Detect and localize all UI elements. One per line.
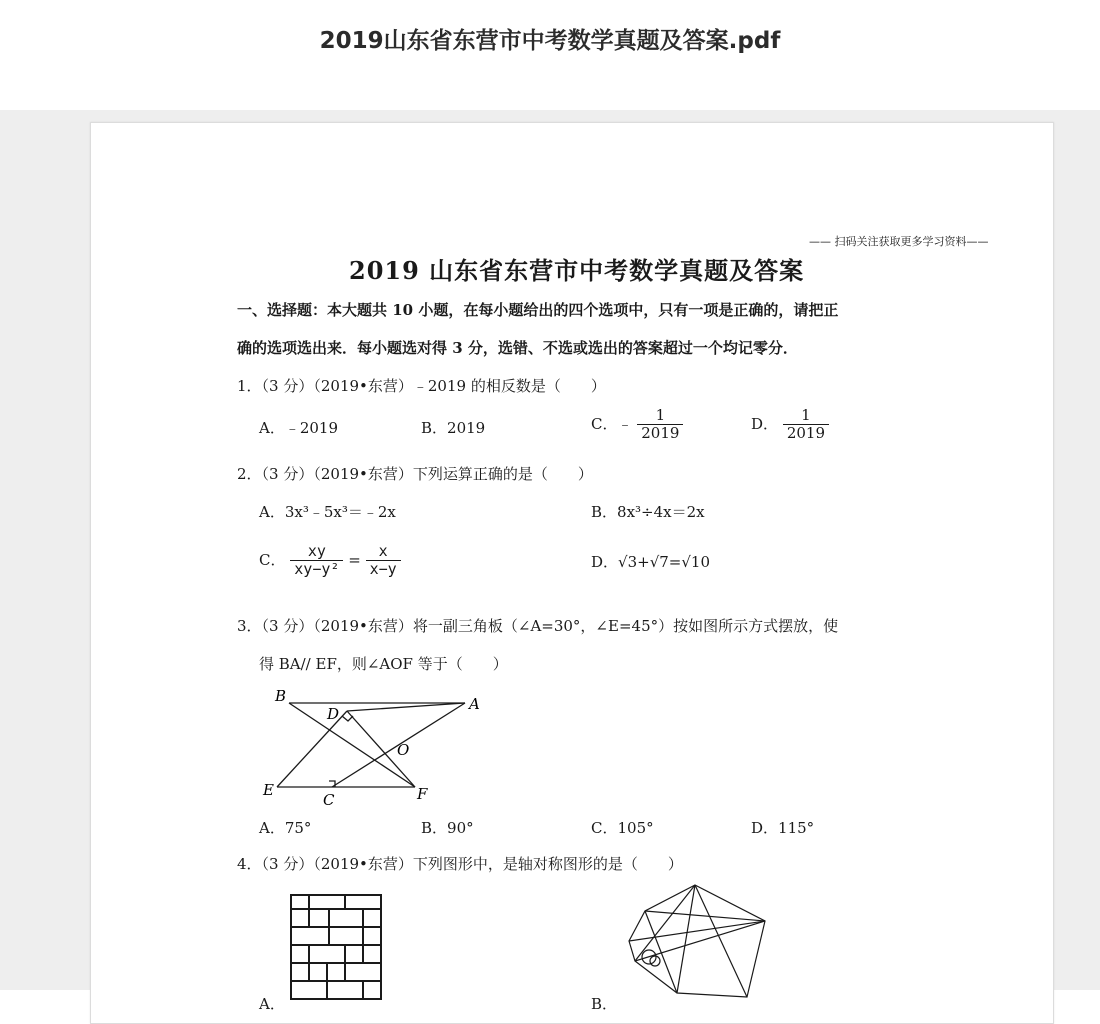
q2-option-c-prefix: C． [259, 550, 286, 569]
q1-option-d-prefix: D． [751, 414, 779, 433]
q3-option-d: D．115° [751, 819, 815, 837]
q1-stem: 1．（3 分）（2019•东营）﹣2019 的相反数是（ ） [237, 377, 606, 395]
q2-stem: 2．（3 分）（2019•东营）下列运算正确的是（ ） [237, 465, 593, 483]
q3-option-a: A．75° [259, 819, 312, 837]
q3-triangle-figure [257, 683, 487, 808]
q3-label-A: A [469, 695, 480, 713]
q1-c-denominator: 2019 [641, 424, 680, 443]
pdf-viewer[interactable] [0, 110, 1100, 1013]
q4-option-b-label: B． [591, 995, 618, 1013]
q1-option-d [751, 407, 829, 443]
q2-c-equals: = [348, 550, 361, 569]
viewer-header [0, 0, 1100, 110]
q2-c-left-numerator: xy [290, 543, 343, 561]
file-title: 2019山东省东营市中考数学真题及答案.pdf [319, 28, 781, 54]
q2-c-left-fraction [290, 543, 343, 579]
q1-d-denominator: 2019 [786, 424, 825, 443]
document-title: 2019 山东省东营市中考数学真题及答案 [349, 256, 805, 285]
q2-option-d: D．√3+√7=√10 [591, 553, 711, 571]
q4-option-a-label: A． [259, 995, 285, 1013]
q3-stem-line1: 3．（3 分）（2019•东营）将一副三角板（∠A=30°，∠E=45°）按如图所示方式摆放，使 [237, 617, 839, 635]
q2-option-b: B．8x³÷4x＝2x [591, 503, 705, 521]
q1-option-c [591, 407, 683, 443]
q4-stem: 4．（3 分）（2019•东营）下列图形中，是轴对称图形的是（ ） [237, 855, 683, 873]
q4-option-a-figure [289, 893, 385, 1003]
q1-d-numerator: 1 [783, 407, 829, 425]
q2-c-right-numerator: x [366, 543, 401, 561]
q3-label-F: F [417, 785, 428, 803]
q3-option-c: C．105° [591, 819, 654, 837]
q4-option-b-figure [619, 881, 769, 1006]
q2-option-a: A．3x³﹣5x³＝﹣2x [259, 503, 396, 521]
q3-option-b: B．90° [421, 819, 474, 837]
q2-option-c [259, 543, 401, 579]
q1-c-numerator: 1 [637, 407, 683, 425]
section-header-line1: 一、选择题：本大题共 10 小题，在每小题给出的四个选项中，只有一项是正确的，请把正 [237, 301, 839, 319]
q3-label-B: B [275, 687, 287, 705]
q2-c-right-fraction [366, 543, 401, 579]
q1-option-c-prefix: C．﹣ [591, 414, 633, 433]
q3-label-E: E [263, 781, 274, 799]
q1-option-a: A．﹣2019 [259, 419, 339, 437]
q1-option-d-fraction [783, 407, 829, 443]
q3-stem-line2: 得 BA// EF，则∠AOF 等于（ ） [259, 655, 508, 673]
section-header-line2: 确的选项选出来．每小题选对得 3 分，选错、不选或选出的答案超过一个均记零分． [237, 339, 798, 357]
q2-c-left-denominator: xy−y² [294, 560, 340, 579]
q1-option-b: B．2019 [421, 419, 486, 437]
pdf-page [90, 122, 1054, 1024]
q2-c-right-denominator: x−y [369, 560, 397, 579]
q1-option-c-fraction [637, 407, 683, 443]
q3-label-D: D [327, 705, 340, 723]
q3-label-O: O [397, 741, 410, 759]
q3-label-C: C [323, 791, 335, 808]
qr-note: —— 扫码关注获取更多学习资料—— [809, 235, 989, 248]
